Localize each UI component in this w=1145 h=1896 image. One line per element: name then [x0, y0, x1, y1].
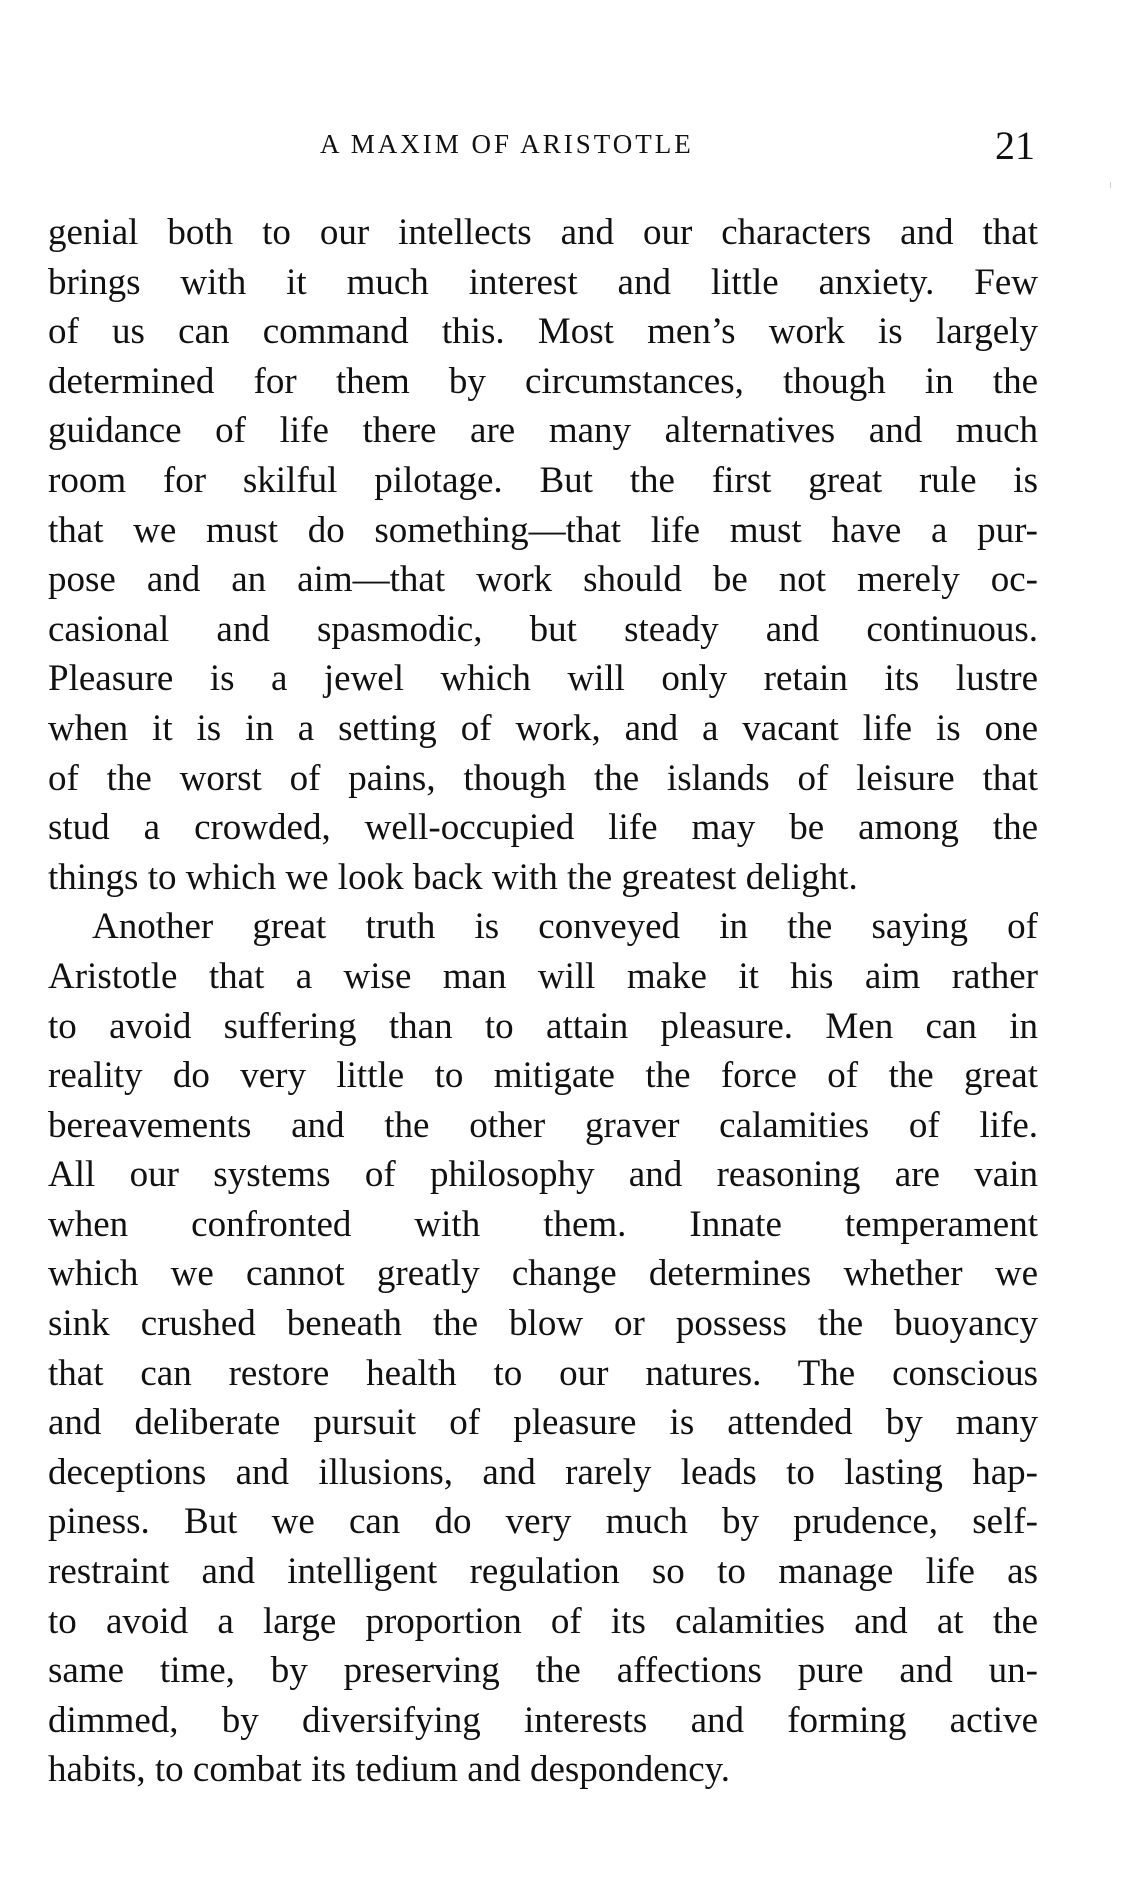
text-line: casional and spasmodic, but steady and continuous. [48, 608, 1038, 650]
text-line: habits, to combat its tedium and despondency. [48, 1749, 730, 1791]
text-line: determined for them by circumstances, though in the [48, 360, 1038, 402]
text-line: to avoid a large proportion of its calamities and at the [48, 1600, 1038, 1642]
text-line: brings with it much interest and little anxiety. Few [48, 261, 1038, 303]
text-line: guidance of life there are many alternatives and much [48, 410, 1038, 452]
text-line: which we cannot greatly change determines whether we [48, 1253, 1038, 1295]
text-line: bereavements and the other graver calamities of life. [48, 1104, 1038, 1146]
text-line: to avoid suffering than to attain pleasure. Men can in [48, 1005, 1038, 1047]
text-line: when it is in a setting of work, and a vacant life is one [48, 707, 1038, 749]
text-line: deceptions and illusions, and rarely leads to lasting hap- [48, 1451, 1038, 1493]
margin-speck [1110, 182, 1111, 188]
text-line: and deliberate pursuit of pleasure is attended by many [48, 1402, 1038, 1444]
text-line: pose and an aim—that work should be not merely oc- [48, 559, 1038, 601]
text-line: same time, by preserving the affections pure and un- [48, 1650, 1038, 1692]
text-line: stud a crowded, well-occupied life may be among the [48, 807, 1038, 849]
text-line: sink crushed beneath the blow or possess the buoyancy [48, 1303, 1038, 1345]
text-line: Aristotle that a wise man will make it his aim rather [48, 955, 1038, 997]
running-head [0, 124, 1145, 174]
text-line: dimmed, by diversifying interests and forming active [48, 1699, 1038, 1741]
paragraph-continued [48, 208, 1038, 902]
text-line: of the worst of pains, though the islands of leisure that [48, 757, 1038, 799]
text-line: genial both to our intellects and our characters and that [48, 212, 1038, 253]
text-line: that we must do something—that life must have a pur- [48, 509, 1038, 551]
paragraph-aristotle-maxim [48, 902, 1038, 1795]
text-line: All our systems of philosophy and reasoning are vain [48, 1154, 1038, 1196]
text-line: that can restore health to our natures. The conscious [48, 1352, 1038, 1394]
text-line: piness. But we can do very much by prudence, self- [48, 1501, 1038, 1543]
text-line: when confronted with them. Innate temperament [48, 1203, 1038, 1245]
text-line: Pleasure is a jewel which will only retain its lustre [48, 658, 1038, 700]
running-title: A MAXIM OF ARISTOTLE [320, 129, 694, 159]
text-line: Another great truth is conveyed in the saying of [92, 906, 1038, 948]
text-line: of us can command this. Most men’s work is largely [48, 311, 1038, 353]
body-text [48, 208, 1038, 1795]
text-line: room for skilful pilotage. But the first great rule is [48, 459, 1038, 501]
text-line: reality do very little to mitigate the force of the great [48, 1055, 1038, 1097]
text-line: restraint and intelligent regulation so to manage life as [48, 1551, 1038, 1593]
page-number: 21 [995, 123, 1035, 168]
text-line: things to which we look back with the greatest delight. [48, 856, 858, 898]
